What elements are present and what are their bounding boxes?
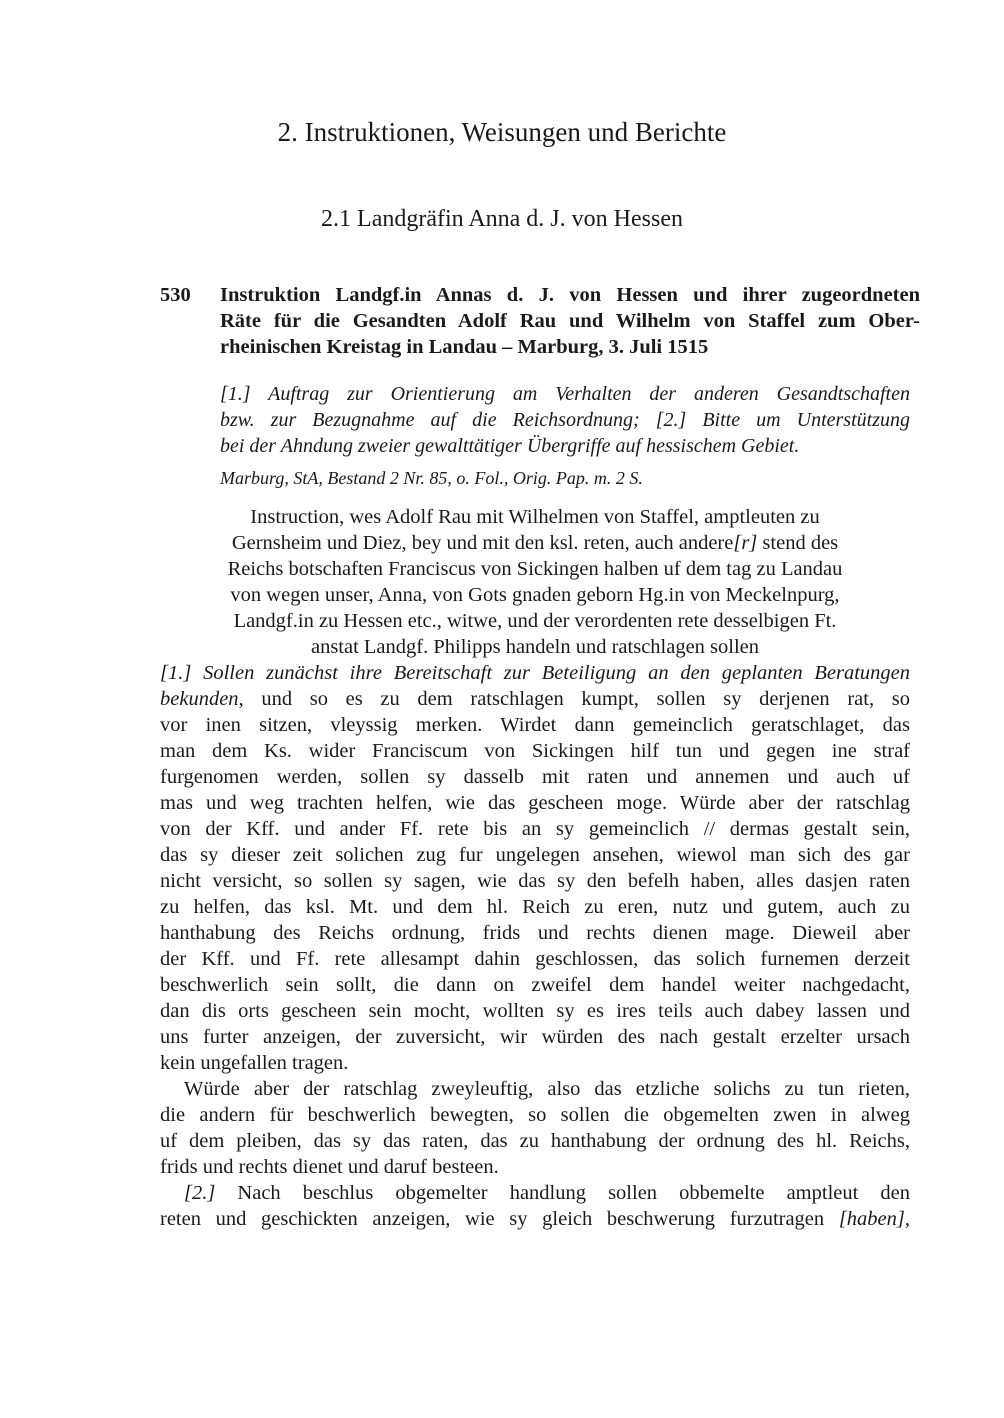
heading-line: Instruction, wes Adolf Rau mit Wilhelmen von Staffel, amptleuten zu [250, 506, 820, 528]
body-line: nicht versicht, so sollen sy sagen, wie das sy den befelh haben, alles dasjen raten [160, 870, 910, 892]
body-line: dan dis orts gescheen sein mocht, wollten sy es ires teils auch dabey lassen und [160, 1000, 910, 1022]
heading-line: Gernsheim und Diez, bey und mit den ksl. reten, auch andere[r] stend des [231, 532, 839, 554]
body-line: vor inen sitzen, vleyssig merken. Wirdet dann gemeinclich geratschlaget, das [160, 714, 910, 736]
body-line: [1.] Sollen zunächst ihre Bereitschaft zur Beteiligung an den geplanten Beratungen [160, 662, 910, 684]
heading-line: anstat Landgf. Philipps handeln und ratschlagen sollen [310, 636, 760, 658]
regest [220, 381, 910, 459]
instruction-heading [160, 504, 910, 660]
body-line: der Kff. und Ff. rete allesampt dahin geschlossen, das solich furnemen derzeit [160, 948, 910, 970]
title-line: Instruktion Landgf.in Annas d. J. von Hessen und ihrer zugeordneten [220, 284, 920, 306]
body-line: [2.] Nach beschlus obgemelter handlung sollen obbemelte amptleut den [184, 1182, 910, 1204]
instruction-body [160, 660, 910, 1232]
document-number: 530 [160, 284, 191, 306]
body-line: frids und rechts dienet und daruf besteen. [160, 1156, 499, 1178]
regest-line: bei der Ahndung zweier gewalttätiger Übergriffe auf hessischem Gebiet. [220, 435, 800, 457]
body-line: das sy dieser zeit solichen zug fur ungelegen ansehen, wiewol man sich des gar [160, 844, 910, 866]
document-title [220, 282, 920, 360]
section-title: 2.1 Landgräfin Anna d. J. von Hessen [321, 206, 683, 232]
body-line: uns furter anzeigen, der zuversicht, wir würden des nach gestalt erzelter ursach [160, 1026, 910, 1048]
body-line: zu helfen, das ksl. Mt. und dem hl. Reich zu eren, nutz und gutem, auch zu [160, 896, 910, 918]
regest-line: bzw. zur Bezugnahme auf die Reichsordnung; [2.] Bitte um Unterstützung [220, 409, 910, 431]
heading-line: von wegen unser, Anna, von Gots gnaden geborn Hg.in von Meckelnpurg, [230, 584, 840, 606]
body-line: Würde aber der ratschlag zweyleuftig, also das etzliche solichs zu tun rieten, [184, 1078, 910, 1100]
archival-source: Marburg, StA, Bestand 2 Nr. 85, o. Fol., Orig. Pap. m. 2 S. [220, 468, 643, 488]
body-line: die andern für beschwerlich bewegten, so sollen die obgemelten zwen in alweg [160, 1104, 910, 1126]
body-line: furgenomen werden, sollen sy dasselb mit raten und annemen und auch uf [160, 766, 910, 788]
heading-line: Reichs botschaften Franciscus von Sickingen halben uf dem tag zu Landau [227, 558, 843, 580]
title-line: Räte für die Gesandten Adolf Rau und Wilhelm von Staffel zum Ober- [220, 310, 920, 332]
body-line: reten und geschickten anzeigen, wie sy gleich beschwerung furzutragen [haben], [160, 1208, 910, 1230]
body-line: uf dem pleiben, das sy das raten, das zu hanthabung der ordnung des hl. Reichs, [160, 1130, 910, 1152]
title-line: rheinischen Kreistag in Landau – Marburg, 3. Juli 1515 [220, 336, 709, 358]
body-line: kein ungefallen tragen. [160, 1052, 349, 1074]
heading-line: Landgf.in zu Hessen etc., witwe, und der verordenten rete desselbigen Ft. [233, 610, 837, 632]
body-line: hanthabung des Reichs ordnung, frids und rechts dienen mage. Dieweil aber [160, 922, 910, 944]
body-line: man dem Ks. wider Franciscum von Sickingen hilf tun und gegen ine straf [160, 740, 910, 762]
body-line: bekunden, und so es zu dem ratschlagen kumpt, sollen sy derjenen rat, so [160, 688, 910, 710]
body-line: beschwerlich sein sollt, die dann on zweifel dem handel weiter nachgedacht, [160, 974, 910, 996]
body-line: mas und weg trachten helfen, wie das gescheen moge. Würde aber der ratschlag [160, 792, 910, 814]
chapter-title: 2. Instruktionen, Weisungen und Berichte [277, 117, 727, 147]
regest-line: [1.] Auftrag zur Orientierung am Verhalten der anderen Gesandtschaften [220, 383, 910, 405]
body-line: von der Kff. und ander Ff. rete bis an sy gemeinclich // dermas gestalt sein, [160, 818, 910, 840]
